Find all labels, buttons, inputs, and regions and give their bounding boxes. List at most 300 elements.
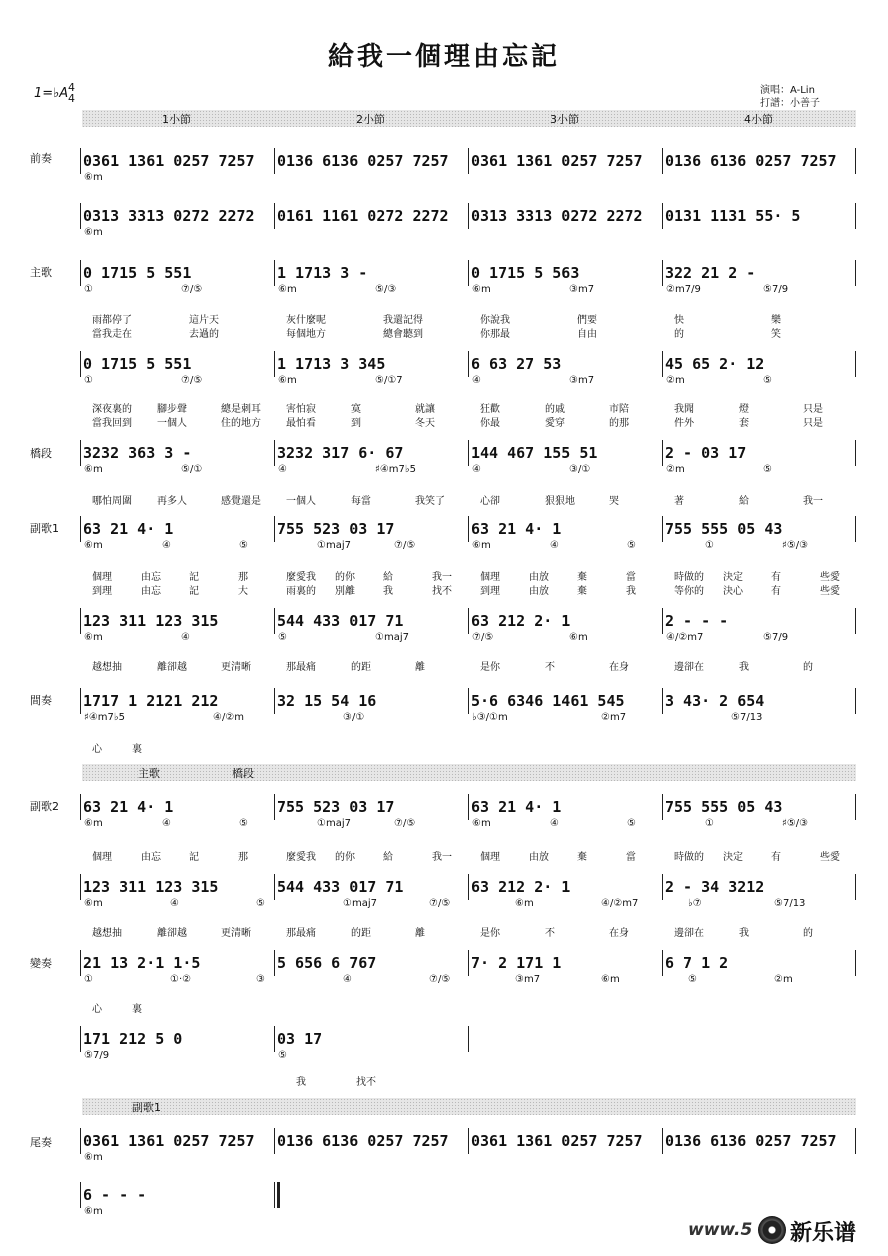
lyric-syllable: 我: [383, 586, 393, 597]
measure: 171 212 5 0: [80, 1026, 274, 1052]
lyric-syllable: 冬天: [415, 418, 435, 429]
notation-row-modulation-row2: [80, 1026, 856, 1052]
record-disc-icon: [758, 1216, 786, 1244]
chord-symbol: ⑦/⑤: [472, 632, 494, 643]
measure-label-3: 3小節: [550, 113, 579, 126]
measure: 0136 6136 0257 7257: [274, 1128, 468, 1154]
chord-symbol: ♯④m7♭5: [375, 464, 416, 475]
lyric-syllable: 邊卻在: [674, 662, 704, 673]
measure: 322 21 2 -: [662, 260, 856, 286]
lyric-syllable: 是你: [480, 662, 500, 673]
lyric-syllable: 在身: [609, 662, 629, 673]
lyric-syllable: 你說我: [480, 315, 510, 326]
lyric-syllable: 這片天: [189, 315, 219, 326]
chord-symbol: ⑤: [763, 464, 772, 475]
notation-row-bridge-row: [80, 440, 856, 466]
lyric-syllable: 不: [545, 662, 555, 673]
lyric-syllable: 當: [626, 852, 636, 863]
lyric-syllable: 給: [383, 572, 393, 583]
lyric-syllable: 到理: [92, 586, 112, 597]
notation-row-verse-row1: [80, 260, 856, 286]
measure: 0361 1361 0257 7257: [468, 1128, 662, 1154]
lyric-syllable: 的: [803, 662, 813, 673]
lyric-syllable: 的你: [335, 572, 355, 583]
chord-symbol: ⑤7/9: [763, 632, 789, 643]
barline: [855, 688, 856, 714]
lyric-syllable: 找不: [356, 1077, 376, 1088]
lyric-syllable: 雨都停了: [92, 315, 132, 326]
lyric-syllable: 越想抽: [92, 928, 122, 939]
lyric-syllable: 自由: [577, 329, 597, 340]
lyric-syllable: 的你: [335, 852, 355, 863]
lyric-syllable: 只是: [803, 404, 823, 415]
chord-symbol: ①: [705, 818, 714, 829]
lyric-syllable: 由放: [529, 572, 549, 583]
chord-symbol: ⑤: [627, 540, 636, 551]
chord-symbol: ⑦/⑤: [181, 284, 203, 295]
measure: 0136 6136 0257 7257: [662, 1128, 856, 1154]
lyric-syllable: 的: [674, 329, 684, 340]
notation-row-modulation-row1: [80, 950, 856, 976]
lyric-syllable: 心: [92, 1004, 102, 1015]
chord-symbol: ④: [170, 898, 179, 909]
chord-symbol: ⑤: [688, 974, 697, 985]
measure: 3232 317 6· 67: [274, 440, 468, 466]
lyric-syllable: 的距: [351, 928, 371, 939]
lyric-syllable: 麼愛我: [286, 852, 316, 863]
measure-header-band: [82, 110, 856, 127]
measure: 5 656 6 767: [274, 950, 468, 976]
notation-row-chorus1-row1: [80, 516, 856, 542]
chord-symbol: ④: [162, 818, 171, 829]
lyric-syllable: 樂: [771, 315, 781, 326]
lyric-syllable: 那: [238, 572, 248, 583]
measure: 32 15 54 16: [274, 688, 468, 714]
lyric-syllable: 由忘: [141, 852, 161, 863]
measure: 63 21 4· 1: [80, 516, 274, 542]
barline: [468, 1026, 469, 1052]
chord-symbol: ⑦/⑤: [181, 375, 203, 386]
measure-label-4: 4小節: [744, 113, 773, 126]
lyric-syllable: 是你: [480, 928, 500, 939]
measure: 63 21 4· 1: [468, 794, 662, 820]
lyric-syllable: 由放: [529, 852, 549, 863]
chord-symbol: ⑥m: [84, 1206, 103, 1217]
measure: 755 523 03 17: [274, 794, 468, 820]
chord-symbol: ⑤7/9: [763, 284, 789, 295]
chord-symbol: ①: [84, 974, 93, 985]
lyric-syllable: 寞: [351, 404, 361, 415]
chord-symbol: ♭⑦: [688, 898, 702, 909]
notation-row-outro-row2: [80, 1182, 856, 1208]
lyric-syllable: 就讓: [415, 404, 435, 415]
chord-symbol: ⑤: [239, 540, 248, 551]
chord-symbol: ③m7: [515, 974, 541, 985]
lyric-syllable: 有: [771, 586, 781, 597]
lyric-syllable: 裏: [132, 1004, 142, 1015]
measure: 1 1713 3 -: [274, 260, 468, 286]
notation-row-chorus1-row2: [80, 608, 856, 634]
chord-symbol: ①maj7: [375, 632, 409, 643]
lyric-syllable: 狠狠地: [545, 496, 575, 507]
chord-symbol: ③m7: [569, 375, 595, 386]
measure: 1 1713 3 345: [274, 351, 468, 377]
measure: 0313 3313 0272 2272: [80, 203, 274, 229]
chord-symbol: ⑥m: [515, 898, 534, 909]
section-label-modulation: 變奏: [30, 957, 52, 970]
notation-row-outro-row1: [80, 1128, 856, 1154]
lyric-syllable: 我一: [432, 572, 452, 583]
chord-symbol: ⑤7/13: [731, 712, 763, 723]
chord-symbol: ①: [705, 540, 714, 551]
chord-symbol: ⑥m: [84, 540, 103, 551]
lyric-syllable: 最怕看: [286, 418, 316, 429]
lyric-syllable: 有: [771, 852, 781, 863]
chord-symbol: ⑥m: [84, 818, 103, 829]
lyric-syllable: 決定: [723, 852, 743, 863]
lyric-syllable: 給: [383, 852, 393, 863]
lyric-syllable: 深夜裏的: [92, 404, 132, 415]
measure: 0361 1361 0257 7257: [80, 148, 274, 174]
lyric-syllable: 的戚: [545, 404, 565, 415]
lyric-syllable: 那最痛: [286, 662, 316, 673]
measure: 544 433 017 71: [274, 874, 468, 900]
barline: [855, 608, 856, 634]
chord-symbol: ③/①: [343, 712, 365, 723]
lyric-syllable: 我笑了: [415, 496, 445, 507]
chord-symbol: ②m7: [601, 712, 627, 723]
chord-symbol: ♯⑤/③: [782, 818, 809, 829]
measure: 63 21 4· 1: [80, 794, 274, 820]
lyric-syllable: 雨裏的: [286, 586, 316, 597]
measure-label-1: 1小節: [162, 113, 191, 126]
lyric-syllable: 愛穿: [545, 418, 565, 429]
lyric-syllable: 棄: [577, 852, 587, 863]
lyric-syllable: 些愛: [820, 572, 840, 583]
lyric-syllable: 總會聽到: [383, 329, 423, 340]
measure: 0313 3313 0272 2272: [468, 203, 662, 229]
transcriber-credit: 打譜：小善子: [760, 98, 820, 109]
lyric-syllable: 決定: [723, 572, 743, 583]
lyric-syllable: 我: [739, 928, 749, 939]
measure: 3 43· 2 654: [662, 688, 856, 714]
lyric-syllable: 不: [545, 928, 555, 939]
chord-symbol: ⑤7/9: [84, 1050, 110, 1061]
section-label-chorus2: 副歌2: [30, 800, 59, 813]
chord-symbol: ⑦/⑤: [429, 974, 451, 985]
measure: 63 212 2· 1: [468, 608, 662, 634]
measure: 03 17: [274, 1026, 468, 1052]
measure: 7· 2 171 1: [468, 950, 662, 976]
lyric-syllable: 給: [739, 496, 749, 507]
measure: 6 63 27 53: [468, 351, 662, 377]
lyric-syllable: 哭: [609, 496, 619, 507]
chord-symbol: ⑥m: [84, 632, 103, 643]
chord-symbol: ⑥m: [601, 974, 620, 985]
measure: 3232 363 3 -: [80, 440, 274, 466]
chord-symbol: ⑤7/13: [774, 898, 806, 909]
lyric-syllable: 那最痛: [286, 928, 316, 939]
lyric-syllable: 時做的: [674, 852, 704, 863]
chord-symbol: ④: [472, 375, 481, 386]
section-label-intro: 前奏: [30, 152, 52, 165]
lyric-syllable: 由忘: [141, 586, 161, 597]
lyric-syllable: 個理: [480, 852, 500, 863]
time-signature-top: 4: [68, 81, 75, 94]
lyric-syllable: 你那最: [480, 329, 510, 340]
time-signature-bottom: 4: [68, 92, 75, 105]
lyric-syllable: 決心: [723, 586, 743, 597]
lyric-syllable: 些愛: [820, 586, 840, 597]
singer-credit: 演唱：A-Lin: [760, 85, 815, 96]
chord-symbol: ⑤: [627, 818, 636, 829]
chord-symbol: ①maj7: [317, 540, 351, 551]
lyric-syllable: 的那: [609, 418, 629, 429]
chord-symbol: ⑤/①7: [375, 375, 403, 386]
band2-label-verse: 主歌: [138, 767, 160, 780]
measure: 21 13 2·1 1·5: [80, 950, 274, 976]
chord-symbol: ⑦/⑤: [394, 818, 416, 829]
barline: [855, 440, 856, 466]
barline: [855, 1128, 856, 1154]
lyric-syllable: 一個人: [286, 496, 316, 507]
lyric-syllable: 由放: [529, 586, 549, 597]
final-barline: [274, 1182, 280, 1208]
chord-symbol: ⑥m: [472, 540, 491, 551]
lyric-syllable: 快: [674, 315, 684, 326]
lyric-syllable: 離: [415, 662, 425, 673]
chord-symbol: ⑥m: [472, 284, 491, 295]
measure: 755 555 05 43: [662, 794, 856, 820]
section-label-verse: 主歌: [30, 266, 52, 279]
lyric-syllable: 等你的: [674, 586, 704, 597]
chord-symbol: ③/①: [569, 464, 591, 475]
chord-symbol: ♭③/①m: [472, 712, 508, 723]
lyric-syllable: 的: [803, 928, 813, 939]
measure: 123 311 123 315: [80, 608, 274, 634]
lyric-syllable: 離卻越: [157, 662, 187, 673]
measure: 0 1715 5 551: [80, 260, 274, 286]
measure: 0131 1131 55· 5: [662, 203, 856, 229]
lyric-syllable: 時做的: [674, 572, 704, 583]
chord-symbol: ⑤/③: [375, 284, 397, 295]
barline: [855, 516, 856, 542]
barline: [855, 148, 856, 174]
chord-symbol: ④: [162, 540, 171, 551]
chord-symbol: ②m: [666, 375, 685, 386]
lyric-syllable: 套: [739, 418, 749, 429]
chord-symbol: ④/②m7: [666, 632, 704, 643]
chord-symbol: ③m7: [569, 284, 595, 295]
chord-symbol: ⑥m: [84, 227, 103, 238]
lyric-syllable: 些愛: [820, 852, 840, 863]
lyric-syllable: 總是刺耳: [221, 404, 261, 415]
measure: 2 - - -: [662, 608, 856, 634]
chord-symbol: ⑥m: [472, 818, 491, 829]
chord-symbol: ⑥m: [84, 898, 103, 909]
lyric-syllable: 記: [189, 852, 199, 863]
measure: 755 523 03 17: [274, 516, 468, 542]
lyric-syllable: 心: [92, 744, 102, 755]
chord-symbol: ⑤: [239, 818, 248, 829]
lyric-syllable: 棄: [577, 586, 587, 597]
notation-row-interlude-row: [80, 688, 856, 714]
chord-symbol: ①: [84, 284, 93, 295]
lyric-syllable: 當: [626, 572, 636, 583]
chord-symbol: ⑥m: [84, 1152, 103, 1163]
measure: 0161 1161 0272 2272: [274, 203, 468, 229]
lyric-syllable: 越想抽: [92, 662, 122, 673]
notation-row-intro-row1: [80, 148, 856, 174]
chord-symbol: ⑦/⑤: [394, 540, 416, 551]
chord-symbol: ②m: [774, 974, 793, 985]
measure: 123 311 123 315: [80, 874, 274, 900]
chord-symbol: ⑤: [278, 1050, 287, 1061]
chord-symbol: ①·②: [170, 974, 192, 985]
measure-label-2: 2小節: [356, 113, 385, 126]
lyric-syllable: 腳步聲: [157, 404, 187, 415]
site-watermark: www.5: [688, 1220, 753, 1240]
chord-symbol: ④: [278, 464, 287, 475]
chord-symbol: ⑤: [278, 632, 287, 643]
chord-symbol: ④/②m7: [601, 898, 639, 909]
measure: 0 1715 5 551: [80, 351, 274, 377]
lyric-syllable: 灰什麼呢: [286, 315, 326, 326]
chord-symbol: ④: [472, 464, 481, 475]
lyric-syllable: 你最: [480, 418, 500, 429]
lyric-syllable: 裏: [132, 744, 142, 755]
chord-symbol: ①: [84, 375, 93, 386]
chord-symbol: ⑥m: [569, 632, 588, 643]
lyric-syllable: 在身: [609, 928, 629, 939]
chord-symbol: ③: [256, 974, 265, 985]
lyric-syllable: 更清晰: [221, 928, 251, 939]
lyric-syllable: 個理: [480, 572, 500, 583]
chord-symbol: ④: [550, 818, 559, 829]
section-band-2: [82, 764, 856, 781]
lyric-syllable: 我: [626, 586, 636, 597]
lyric-syllable: 每當: [351, 496, 371, 507]
barline: [855, 950, 856, 976]
chord-symbol: ⑥m: [278, 284, 297, 295]
lyric-syllable: 住的地方: [221, 418, 261, 429]
lyric-syllable: 大: [238, 586, 248, 597]
lyric-syllable: 們要: [577, 315, 597, 326]
band3-label-chorus1: 副歌1: [132, 1101, 161, 1114]
lyric-syllable: 心卻: [480, 496, 500, 507]
lyric-syllable: 別離: [335, 586, 355, 597]
lyric-syllable: 害怕寂: [286, 404, 316, 415]
band2-label-bridge: 橋段: [232, 767, 254, 780]
measure: 63 212 2· 1: [468, 874, 662, 900]
measure: 755 555 05 43: [662, 516, 856, 542]
lyric-syllable: 離卻越: [157, 928, 187, 939]
chord-symbol: ①maj7: [317, 818, 351, 829]
lyric-syllable: 那: [238, 852, 248, 863]
barline: [855, 874, 856, 900]
notation-row-verse-row2: [80, 351, 856, 377]
lyric-syllable: 我一: [803, 496, 823, 507]
lyric-syllable: 市陪: [609, 404, 629, 415]
measure: 0 1715 5 563: [468, 260, 662, 286]
time-signature: [68, 82, 75, 104]
measure: 0136 6136 0257 7257: [662, 148, 856, 174]
lyric-syllable: 到理: [480, 586, 500, 597]
measure: 544 433 017 71: [274, 608, 468, 634]
chord-symbol: ①maj7: [343, 898, 377, 909]
measure: 2 - 03 17: [662, 440, 856, 466]
measure: 45 65 2· 12: [662, 351, 856, 377]
measure: 2 - 34 3212: [662, 874, 856, 900]
measure: 63 21 4· 1: [468, 516, 662, 542]
lyric-syllable: 棄: [577, 572, 587, 583]
lyric-syllable: 件外: [674, 418, 694, 429]
chord-symbol: ⑤: [763, 375, 772, 386]
lyric-syllable: 記: [189, 572, 199, 583]
lyric-syllable: 只是: [803, 418, 823, 429]
lyric-syllable: 有: [771, 572, 781, 583]
measure: 0361 1361 0257 7257: [80, 1128, 274, 1154]
lyric-syllable: 我: [739, 662, 749, 673]
chord-symbol: ④: [181, 632, 190, 643]
lyric-syllable: 去過的: [189, 329, 219, 340]
chord-symbol: ⑤: [256, 898, 265, 909]
chord-symbol: ②m7/9: [666, 284, 701, 295]
notation-row-chorus2-row1: [80, 794, 856, 820]
barline: [855, 260, 856, 286]
measure: 5·6 6346 1461 545: [468, 688, 662, 714]
barline: [855, 203, 856, 229]
lyric-syllable: 離: [415, 928, 425, 939]
lyric-syllable: 笑: [771, 329, 781, 340]
measure: 6 7 1 2: [662, 950, 856, 976]
chord-symbol: ④: [343, 974, 352, 985]
lyric-syllable: 每個地方: [286, 329, 326, 340]
section-label-chorus1: 副歌1: [30, 522, 59, 535]
lyric-syllable: 一個人: [157, 418, 187, 429]
chord-symbol: ④: [550, 540, 559, 551]
lyric-syllable: 個理: [92, 852, 112, 863]
chord-symbol: ⑦/⑤: [429, 898, 451, 909]
lyric-syllable: 我聞: [674, 404, 694, 415]
section-label-interlude: 間奏: [30, 694, 52, 707]
measure: 0136 6136 0257 7257: [274, 148, 468, 174]
barline: [855, 351, 856, 377]
lyric-syllable: 哪怕周圍: [92, 496, 132, 507]
lyric-syllable: 邊卻在: [674, 928, 704, 939]
credits: [760, 84, 820, 110]
lyric-syllable: 找不: [432, 586, 452, 597]
lyric-syllable: 到: [351, 418, 361, 429]
chord-symbol: ④/②m: [213, 712, 245, 723]
lyric-syllable: 麼愛我: [286, 572, 316, 583]
lyric-syllable: 由忘: [141, 572, 161, 583]
chord-symbol: ⑤/①: [181, 464, 203, 475]
site-logo-text: 新乐谱: [790, 1221, 857, 1246]
lyric-syllable: 我: [296, 1077, 306, 1088]
lyric-syllable: 個理: [92, 572, 112, 583]
score-title: 給我一個理由忘記: [327, 42, 560, 72]
measure: 6 - - -: [80, 1182, 274, 1208]
chord-symbol: ②m: [666, 464, 685, 475]
section-label-bridge: 橋段: [30, 447, 52, 460]
chord-symbol: ♯④m7♭5: [84, 712, 125, 723]
lyric-syllable: 著: [674, 496, 684, 507]
lyric-syllable: 當我回到: [92, 418, 132, 429]
chord-symbol: ⑥m: [278, 375, 297, 386]
chord-symbol: ♯⑤/③: [782, 540, 809, 551]
lyric-syllable: 當我走在: [92, 329, 132, 340]
